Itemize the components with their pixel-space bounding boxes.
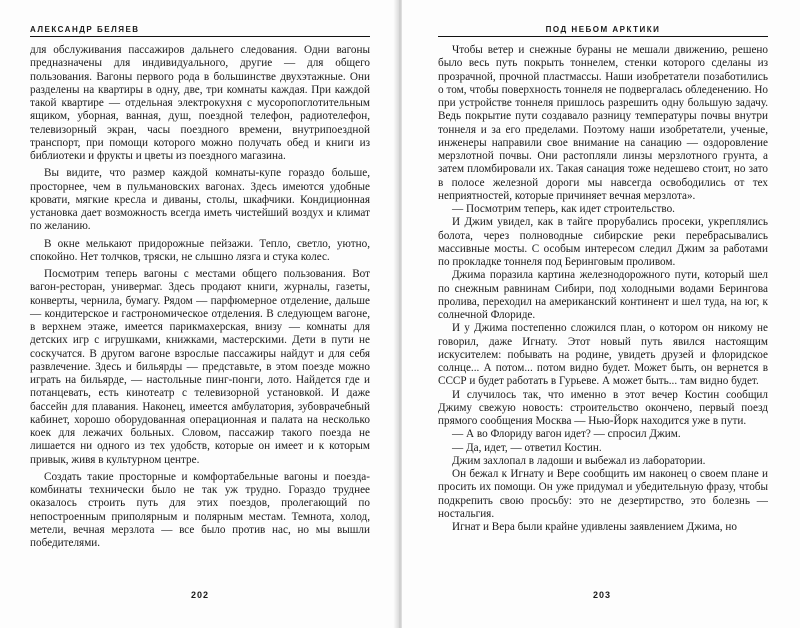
paragraph: — Посмотрим теперь, как идет строительство. [452,203,675,215]
paragraph: Посмотрим теперь вагоны с местами общего пользования. Вот вагон-ресторан, универмаг. Здесь продают книги, журналы, газеты, конверты, чернила, бумагу. Рядом — парфюмерное отделение, дальше — кондитерское и гастрономическое отделения. В следующем вагоне, в верхнем этаже, имеется парикмахерская, внизу — комнаты для детских игр с игрушками, книжками, мастерскими. Дети в пути не соскучатся. В другом вагоне взрослые пассажиры найдут и для себя развлечение. Здесь и бильярды — представьте, в этом поезде можно играть на бильярде, — настольные пинг-понги, лото. Найдется где и потанцевать, есть кинотеатр с телевизорной установкой. И даже бассейн для плавания. Наконец, имеется амбулатория, зубоврачебный кабинет, хорошо оборудованная операционная и палата на несколько коек для лежачих больных. Словом, пассажир такого поезда не лишается ни одного из тех удобств, которые он имеет и к которым привык, живя в культурном центре. [30,268,370,466]
left-page [0,0,398,628]
paragraph: Джим захлопал в ладоши и выбежал из лаборатории. [452,454,706,467]
paragraph: Создать такие просторные и комфортабельные вагоны и поезда-комбинаты технически было не так уж трудно. Гораздо труднее оказалось строить путь для этих поездов, пролегающий по непостроенным приполярным и полярным местам. Темнота, холод, метели, вечная мерзлота — все было против нас, но мы вышли победителями. [30,470,370,549]
paragraph: — Да, идет, — ответил Костин. [452,441,602,454]
right-page-number: 203 [592,590,612,600]
paragraph: для обслуживания пассажиров дальнего следования. Одни вагоны предназначены для индивидуального, другие — для общего пользования. Вагоны первого рода в большинстве двухэтажные. Они разделены на квартиры в одну, две, три комнаты каждая. При каждой такой квартире — отдельная электрокухня с мусоропоглотительным ящиком, уборная, ванная, душ, поездной телефон, радиотелефон, телевизорный экран, часы поездного времени, внутрипоездной транспорт, при помощи которого можно получать обед и книги из библиотеки и фрукты и цветы из поездного магазина. [30,44,370,162]
paragraph: Он бежал к Игнату и Вере сообщить им наконец о своем плане и просить их помощи. Он уже придумал и убедительную фразу, чтобы подкрепить свою просьбу: это не дезертирство, это болезнь — ностальгия. [438,468,768,520]
paragraph: Чтобы ветер и снежные бураны не мешали движению, решено было весь путь покрыть тоннелем, стенки которого сделаны из прозрачной, прочной пластмассы. Наши изобретатели позаботились о том, чтобы поверхность тоннеля не подвергалась обледенению. Но при устройстве тоннеля пришлось разрешить одну большую задачу. Ведь покрытие пути создавало разницу температуры почвы внутри тоннеля и за его пределами. Поэтому наши изобретатели, ученые, инженеры направили свое внимание на санацию — оздоровление мерзлотной почвы. Они растопляли линзы мерзлотного грунта, а затем пломбировали их. Такая санация тоже недешево стоит, но зато в полосе железной дороги мы навсегда освободились от тех неприятностей, которые причиняет вечная мерзлота». [438,44,768,202]
left-page-number: 202 [190,590,210,600]
right-running-head: ПОД НЕБОМ АРКТИКИ [545,25,661,34]
paragraph: Вы видите, что размер каждой комнаты-купе гораздо больше, просторнее, чем в пульмановских вагонах. Здесь имеются удобные кровати, мягкие кресла и диваны, столы, шкафчики. Кондиционная установка дает возможность всегда иметь чистейший воздух и климат по желанию. [30,167,370,233]
right-header-rule [438,36,768,37]
right-page [402,0,800,628]
paragraph: Джима поразила картина железнодорожного пути, который шел по снежным равнинам Сибири, под холодными водами Берингова пролива, переходил на американский континент и шел туда, на юг, к солнечной Флориде. [438,269,768,321]
paragraph: В окне мелькают придорожные пейзажи. Тепло, светло, уютно, спокойно. Нет толчков, тряски, не слышно лязга и стука колес. [30,237,370,263]
paragraph: И Джим увидел, как в тайге прорубались просеки, укреплялись болота, через полноводные сибирские реки перебрасывались массивные мосты. С особым интересом следил Джим за работами по прокладке тоннеля под Беринговым проливом. [438,216,768,268]
left-header-rule [30,36,370,37]
paragraph: Игнат и Вера были крайне удивлены заявлением Джима, но [452,521,737,533]
paragraph: И у Джима постепенно сложился план, о котором он никому не говорил, даже Игнату. Этот новый путь явился настоящим искусителем: побывать на родине, увидеть друзей и флоридское солнце... А потом... потом видно будет. Может быть, он вернется в СССР и будет работать в Гурьеве. А может быть... там видно будет. [438,322,768,388]
left-page-text [30,44,370,550]
paragraph: И случилось так, что именно в этот вечер Костин сообщил Джиму свежую новость: строительство окончено, первый поезд прямого сообщения Москва — Нью-Йорк находится уже в пути. [438,388,768,427]
right-page-text [438,44,768,534]
left-running-head: АЛЕКСАНДР БЕЛЯЕВ [30,25,140,34]
paragraph: — А во Флориду вагон идет? — спросил Джим. [452,428,681,441]
